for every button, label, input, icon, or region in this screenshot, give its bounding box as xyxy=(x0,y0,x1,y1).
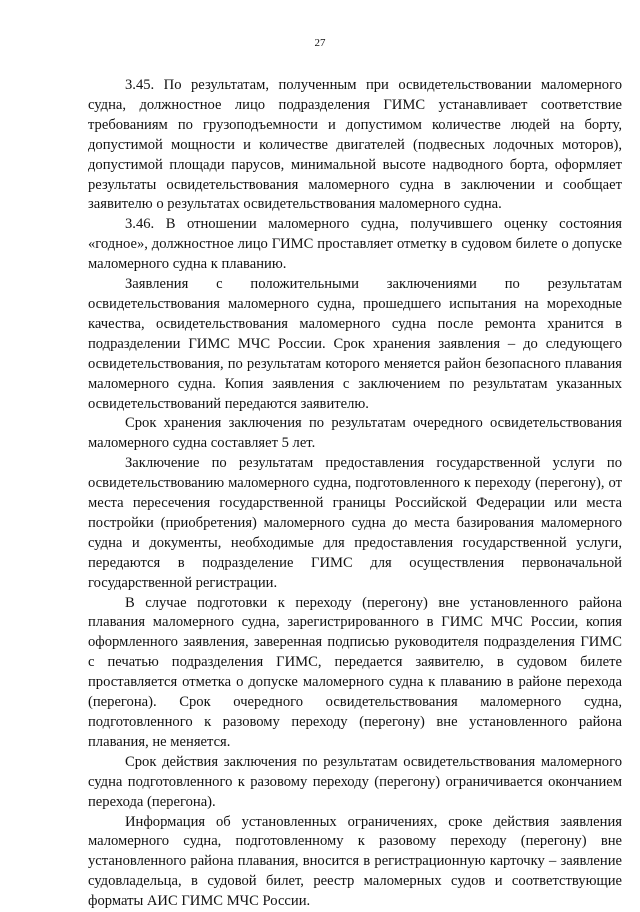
paragraph-conclusion-transfer: Заключение по результатам предоставления государственной услуги по освидетельствованию маломерного судна, подготовленного к переходу (перегону), от места пересечения государственной границы Российской Федерации или места постройки (приобретения) маломерного судна до места базирования маломерного судна и документы, необходимые для предоставления государственной услуги, передаются в подразделение ГИМС для осуществления первоначальной государственной регистрации. xyxy=(88,455,622,591)
paragraph-conclusion-storage-term: Срок хранения заключения по результатам очередного освидетельствования маломерного судна составляет 5 лет. xyxy=(88,415,622,452)
paragraph-transit-preparation: В случае подготовки к переходу (перегону) вне установленного района плавания маломерного судна, зарегистрированного в ГИМС МЧС России, копия оформленного заявления, заверенная подписью руководителя подразделения ГИМС с печатью подразделения ГИМС, передается заявителю, в судовом билете проставляется отметка о допуске маломерного судна к плаванию в районе перехода (перегона). Срок очередного освидетельствования маломерного судна, подготовленного к разовому переходу (перегону) вне установленного района плавания, не меняется. xyxy=(88,594,622,750)
paragraph-restrictions-info: Информация об установленных ограничениях, сроке действия заявления маломерного судна, подготовленному к разовому переходу (перегону) вне установленного района плавания, вносится в регистрационную карточку – заявление судовладельца, в судовой билет, реестр маломерных судов и соответствующие форматы АИС ГИМС МЧС России. xyxy=(88,813,622,910)
document-body xyxy=(88,76,622,912)
paragraph-3-45: 3.45. По результатам, полученным при освидетельствовании маломерного судна, должностное лицо подразделения ГИМС устанавливает соответствие требованиям по грузоподъемности и допустимом количестве людей на борту, допустимой мощности и количестве двигателей (подвесных лодочных моторов), допустимой площади парусов, минимальной высоте надводного борта, оформляет результаты освидетельствования маломерного судна в заключении и сообщает заявителю о результатах освидетельствования маломерного судна. xyxy=(88,77,622,213)
page-number: 27 xyxy=(314,37,326,49)
paragraph-conclusion-validity: Срок действия заключения по результатам освидетельствования маломерного судна подготовленного к разовому переходу (перегону) ограничивается окончанием перехода (перегона). xyxy=(88,753,622,810)
paragraph-3-46: 3.46. В отношении маломерного судна, получившего оценку состояния «годное», должностное лицо ГИМС проставляет отметку в судовом билете о допуске маломерного судна к плаванию. xyxy=(88,216,622,273)
paragraph-application-storage: Заявления с положительными заключениями по результатам освидетельствования маломерного судна, прошедшего испытания на мореходные качества, освидетельствования маломерного судна после ремонта хранится в подразделении ГИМС МЧС России. Срок хранения заявления – до следующего освидетельствования, по результатам которого меняется район безопасного плавания маломерного судна. Копия заявления с заключением по результатам указанных освидетельствований передаются заявителю. xyxy=(88,276,622,412)
